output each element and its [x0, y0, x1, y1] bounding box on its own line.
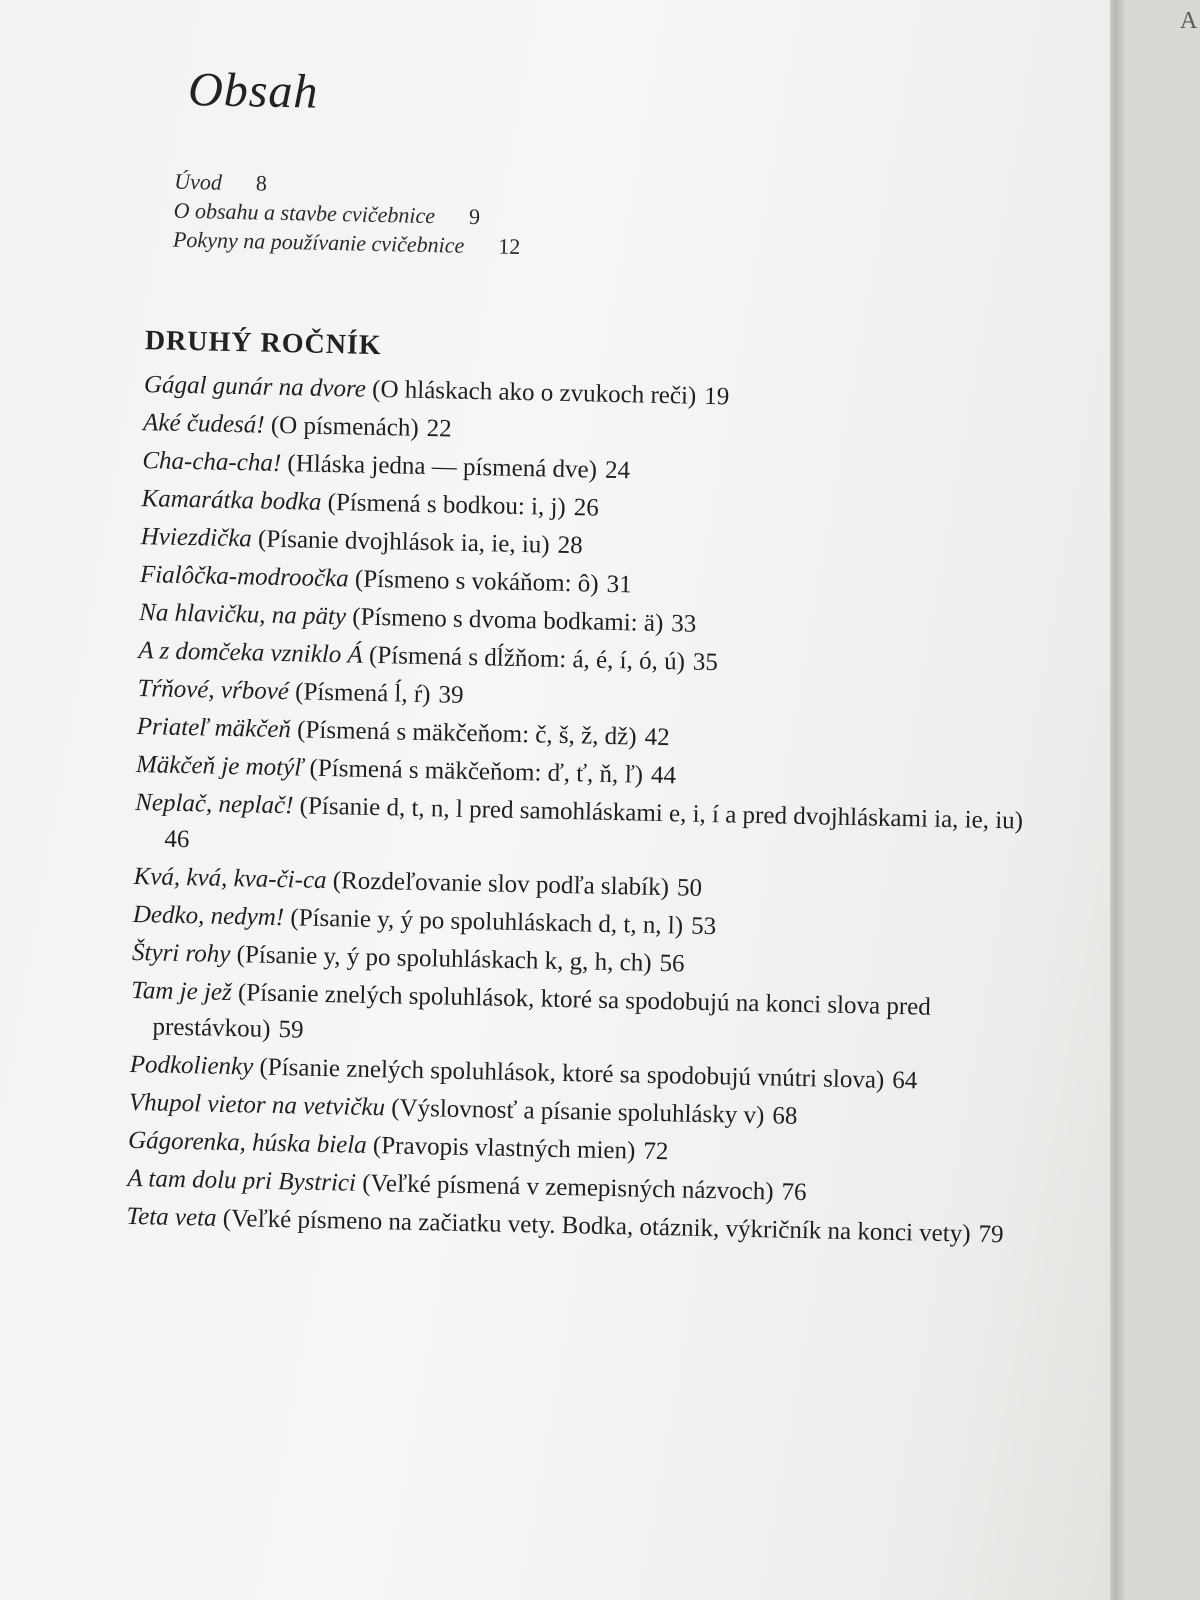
toc-entry-page: 56	[659, 950, 685, 978]
toc-entry-title: Gágal gunár na dvore	[143, 371, 367, 403]
toc-entry-title: Vhupol vietor na vetvičku	[128, 1088, 386, 1122]
toc-entry-page: 46	[164, 825, 190, 854]
toc-entry-title: Priateľ mäkčeň	[136, 713, 292, 744]
toc-entry-title: Štyri rohy	[131, 938, 231, 969]
toc-entry-description: (Písmená s mäkčeňom: ď, ť, ň, ľ)	[309, 754, 644, 789]
toc-entry-description: (Písanie dvojhlások ia, ie, iu)	[257, 525, 550, 559]
toc-entry-page: 68	[772, 1102, 798, 1130]
toc-entry-title: Na hlavičku, na päty	[138, 599, 347, 631]
toc-entry-description: (Rozdeľovanie slov podľa slabík)	[332, 867, 670, 902]
toc-entry-description: (Písanie znelých spoluhlások, ktoré sa spodobujú vnútri slova)	[259, 1053, 885, 1094]
toc-entry-title: Mäkčeň je motýľ	[135, 751, 304, 782]
toc-entry-description: (Veľké písmeno na začiatku vety. Bodka, otáznik, výkričník na konci vety)	[222, 1204, 971, 1248]
toc-list	[126, 367, 1044, 1256]
toc-entry-description: (Výslovnosť a písanie spoluhlásky v)	[391, 1094, 765, 1130]
toc-entry-title: A tam dolu pri Bystrici	[127, 1164, 357, 1197]
intro-item-label: Úvod	[173, 168, 223, 195]
toc-entry-title: Gágorenka, húska biela	[127, 1126, 368, 1159]
toc-entry-title: Kamarátka bodka	[141, 485, 322, 516]
toc-entry-description: (Písanie znelých spoluhlások, ktoré sa spodobujú na konci slova pred prestávkou)	[152, 979, 932, 1043]
intro-item	[173, 225, 521, 261]
toc-entry-page: 53	[690, 912, 717, 941]
toc-entry-description: (Písmená s dĺžňom: á, é, í, ó, ú)	[368, 641, 686, 676]
toc-entry-page: 76	[781, 1178, 807, 1207]
intro-item-page: 9	[468, 203, 481, 230]
toc-entry-description: (Písmeno s vokáňom: ô)	[354, 565, 599, 598]
toc-entry-page: 28	[557, 531, 583, 560]
next-page-edge	[1110, 0, 1124, 1600]
toc-entry-title: A z domčeka vzniklo Á	[138, 637, 364, 669]
toc-entry-page: 64	[892, 1066, 918, 1095]
section-heading: DRUHÝ ROČNÍK	[144, 325, 382, 362]
toc-entry-title: Dedko, nedym!	[132, 900, 285, 932]
toc-entry-page: 35	[692, 648, 719, 677]
toc-entry-title: Tŕňové, vŕbové	[137, 675, 290, 706]
toc-entry-description: (Písmeno s dvoma bodkami: ä)	[352, 603, 664, 638]
toc-entry-page: 79	[978, 1220, 1004, 1249]
toc-entry-description: (Pravopis vlastných mien)	[372, 1132, 636, 1165]
toc-entry-page: 22	[426, 415, 452, 443]
toc-entry-page: 50	[676, 874, 703, 902]
toc-entry-title: Fialôčka-modroočka	[139, 561, 349, 593]
toc-entry-description: (Písanie y, ý po spoluhláskach d, t, n, l)	[290, 904, 684, 940]
toc-entry-description: (Veľké písmená v zemepisných názvoch)	[361, 1169, 774, 1206]
toc-entry-description: (Písmená s mäkčeňom: č, š, ž, dž)	[296, 716, 637, 751]
toc-entry-title: Tam je jež	[131, 976, 233, 1007]
toc-entry-description: (O písmenách)	[270, 411, 419, 442]
toc-entry-description: (Písmená ĺ, ŕ)	[294, 678, 431, 709]
intro-list	[173, 167, 522, 261]
margin-mark: A	[1180, 8, 1198, 34]
toc-entry-title: Hviezdička	[140, 523, 253, 553]
toc-entry-title: Podkolienky	[129, 1050, 254, 1081]
toc-entry-page: 72	[643, 1137, 669, 1166]
toc-entry-page: 19	[703, 382, 730, 411]
intro-item-label: Pokyny na používanie cvičebnice	[172, 226, 465, 258]
intro-item-page: 8	[255, 170, 268, 196]
toc-entry-page: 39	[438, 681, 464, 709]
intro-item-label: O obsahu a stavbe cvičebnice	[173, 197, 436, 229]
toc-entry-page: 26	[573, 494, 600, 522]
toc-entry-page: 33	[671, 610, 697, 638]
toc-entry-title: Kvá, kvá, kva-či-ca	[133, 862, 327, 895]
toc-entry-description: (Písmená s bodkou: i, j)	[327, 488, 567, 521]
toc-entry-description: (Písanie d, t, n, l pred samohláskami e, i, í a pred dvojhláskami ia, ie, iu)	[299, 792, 1024, 835]
toc-entry-page: 31	[606, 570, 632, 599]
toc-entry-page: 44	[650, 761, 677, 790]
toc-entry-title: Aké čudesá!	[142, 409, 265, 439]
page-title: Obsah	[187, 62, 320, 119]
toc-entry-title: Neplač, neplač!	[134, 789, 294, 820]
toc-entry-description: (Hláska jedna — písmená dve)	[287, 450, 598, 484]
toc-entry-title: Cha-cha-cha!	[142, 447, 282, 477]
toc-entry-title: Teta veta	[126, 1202, 217, 1232]
toc-entry-description: (Písanie y, ý po spoluhláskach k, g, h, ch)	[236, 941, 652, 977]
intro-item-page: 12	[498, 233, 521, 259]
toc-entry-page: 42	[644, 723, 670, 752]
toc-entry-page: 24	[604, 456, 631, 485]
toc-entry-page: 59	[278, 1016, 304, 1044]
toc-entry-description: (O hláskach ako o zvukoch reči)	[371, 375, 697, 410]
